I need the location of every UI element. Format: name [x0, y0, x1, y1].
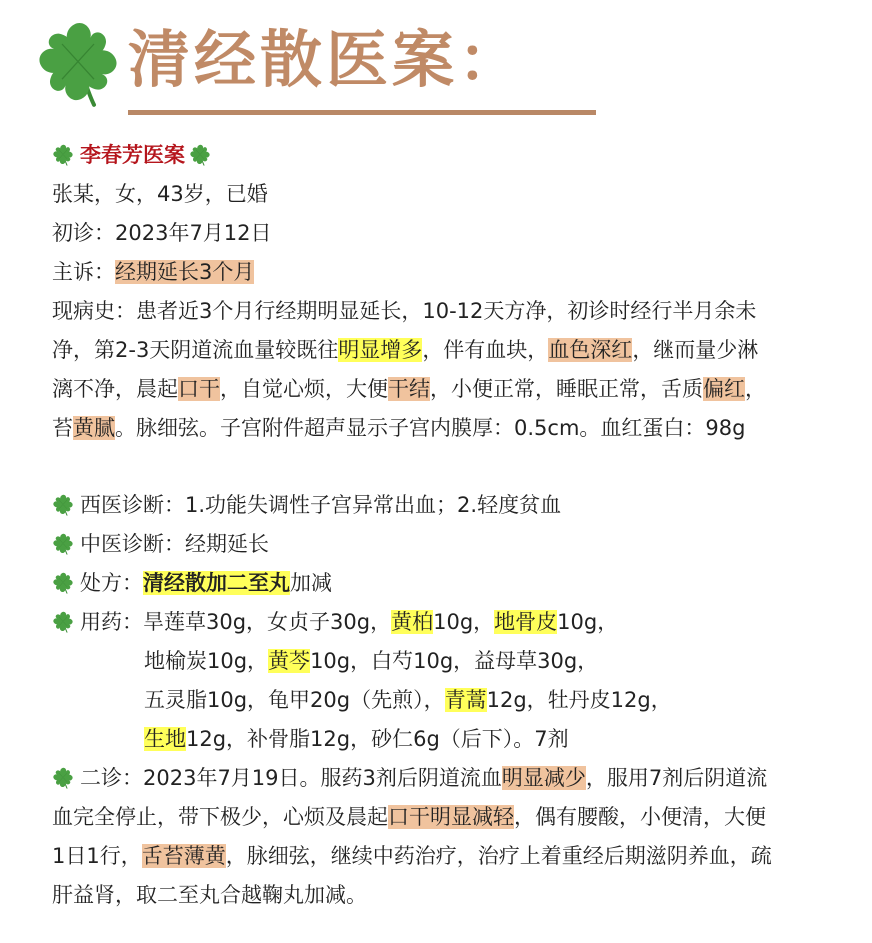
second-visit-text: ，脉细弦，继续中药治疗，治疗上着重经后期滋阴养血，疏 — [225, 844, 772, 868]
four-leaf-clover-icon — [52, 611, 74, 633]
four-leaf-clover-icon — [52, 494, 74, 516]
second-visit-line-3 — [52, 837, 852, 876]
second-visit-text: ，服用7剂后阴道流 — [585, 766, 768, 790]
case-content — [52, 136, 852, 915]
history-text: ，自觉心烦，大便 — [220, 377, 388, 401]
meds-text: 地榆炭10g， — [144, 649, 269, 673]
four-leaf-clover-icon — [38, 20, 118, 108]
prescription-main: 清经散加二至丸 — [143, 571, 290, 595]
four-leaf-clover-icon — [52, 144, 74, 166]
second-visit-text: ，偶有腰酸，小便清，大便 — [514, 805, 766, 829]
herb-highlight: 黄柏 — [391, 610, 434, 634]
first-visit-date: 初诊：2023年7月12日 — [52, 221, 272, 245]
meds-text: 10g， — [557, 610, 619, 634]
second-visit-text: 二诊：2023年7月19日。服药3剂后阴道流血 — [80, 766, 502, 790]
meds-text: 用药：旱莲草30g，女贞子30g， — [80, 610, 392, 634]
prescription-tail: 加减 — [290, 571, 332, 595]
second-visit-line-4: 肝益肾，取二至丸合越鞠丸加减。 — [52, 883, 367, 907]
history-line-1: 现病史：患者近3个月行经期明显延长，10-12天方净，初诊时经行半月余未 — [52, 299, 757, 323]
highlight-text: 明显增多 — [338, 338, 423, 362]
history-text: 苔 — [52, 416, 73, 440]
highlight-text: 明显减少 — [501, 766, 586, 790]
four-leaf-clover-icon — [52, 767, 74, 789]
meds-line-3 — [52, 681, 852, 720]
second-visit-line-2 — [52, 798, 852, 837]
history-text: ，继而量少淋 — [632, 338, 759, 362]
highlight-text: 偏红 — [703, 377, 745, 401]
complaint-text: 经期延长3个月 — [115, 260, 255, 284]
chief-complaint — [52, 253, 852, 292]
spacer — [52, 448, 852, 486]
tcm-diagnosis-text: 中医诊断：经期延长 — [80, 532, 269, 556]
history-text: ，伴有血块， — [422, 338, 549, 362]
meds-text: 10g， — [433, 610, 495, 634]
highlight-text: 舌苔薄黄 — [141, 844, 226, 868]
history-text: ，小便正常，睡眠正常，舌质 — [430, 377, 703, 401]
history-line-4 — [52, 409, 852, 448]
meds-text: 五灵脂10g，龟甲20g（先煎）， — [144, 688, 445, 712]
second-visit-text: 1日1行， — [52, 844, 142, 868]
meds-text: 12g，补骨脂12g，砂仁6g（后下）。7剂 — [186, 727, 569, 751]
highlight-text: 口干 — [178, 377, 220, 401]
herb-highlight: 生地 — [144, 727, 186, 751]
tcm-diagnosis — [52, 525, 852, 564]
highlight-text: 黄腻 — [73, 416, 115, 440]
four-leaf-clover-icon — [189, 144, 211, 166]
second-visit-text: 血完全停止，带下极少，心烦及晨起 — [52, 805, 388, 829]
herb-highlight: 青蒿 — [444, 688, 487, 712]
meds-line-4 — [52, 720, 852, 759]
case-title-row — [52, 136, 852, 175]
history-line-2 — [52, 331, 852, 370]
four-leaf-clover-icon — [52, 533, 74, 555]
four-leaf-clover-icon — [52, 572, 74, 594]
patient-info: 张某，女，43岁，已婚 — [52, 182, 268, 206]
history-text: 。脉细弦。子宫附件超声显示子宫内膜厚：0.5cm。血红蛋白：98g — [115, 416, 746, 440]
herb-highlight: 黄芩 — [268, 649, 311, 673]
case-title: 李春芳医案 — [80, 143, 185, 167]
western-diagnosis-text: 西医诊断：1.功能失调性子宫异常出血；2.轻度贫血 — [80, 493, 562, 517]
meds-text: 12g，牡丹皮12g， — [486, 688, 672, 712]
highlight-text: 血色深红 — [548, 338, 633, 362]
title-underline — [128, 110, 596, 115]
history-line-3 — [52, 370, 852, 409]
highlight-text: 干结 — [388, 377, 430, 401]
history-text: 净，第2-3天阴道流血量较既往 — [52, 338, 339, 362]
complaint-label: 主诉： — [52, 260, 115, 284]
page-title: 清经散医案： — [128, 23, 525, 96]
meds-line-1 — [52, 603, 852, 642]
western-diagnosis — [52, 486, 852, 525]
prescription — [52, 564, 852, 603]
meds-text: 10g，白芍10g，益母草30g， — [310, 649, 599, 673]
header — [0, 0, 872, 130]
history-text: ， — [745, 377, 766, 401]
prescription-label: 处方： — [80, 571, 143, 595]
meds-line-2 — [52, 642, 852, 681]
second-visit-line-1 — [52, 759, 852, 798]
highlight-text: 口干明显减轻 — [388, 805, 514, 829]
history-text: 漓不净，晨起 — [52, 377, 178, 401]
herb-highlight: 地骨皮 — [494, 610, 558, 634]
